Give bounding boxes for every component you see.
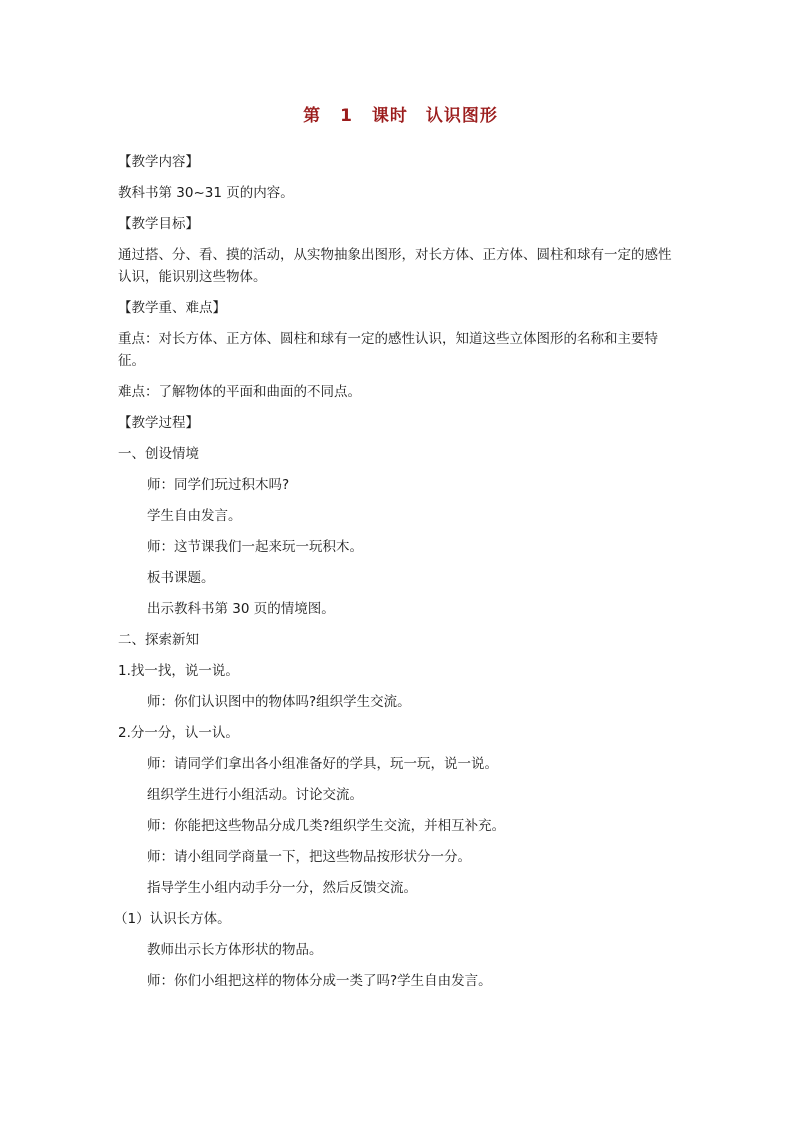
dialogue-line: 学生自由发言。: [147, 508, 242, 524]
step-sort-and-know: 2.分一分，认一认。: [118, 725, 239, 741]
paragraph-difficulty: 难点：了解物体的平面和曲面的不同点。: [118, 384, 361, 400]
step-find-and-say: 1.找一找，说一说。: [118, 663, 239, 679]
dialogue-line: 师：请小组同学商量一下，把这些物品按形状分一分。: [147, 849, 471, 865]
paragraph-content: 教科书第 30~31 页的内容。: [118, 185, 294, 201]
dialogue-line: 师：你们认识图中的物体吗?组织学生交流。: [147, 694, 411, 710]
dialogue-line: 师：你能把这些物品分成几类?组织学生交流，并相互补充。: [147, 818, 506, 834]
dialogue-line: 出示教科书第 30 页的情境图。: [147, 601, 335, 617]
dialogue-line: 指导学生小组内动手分一分，然后反馈交流。: [147, 880, 417, 896]
section-create-scenario: 一、创设情境: [118, 446, 199, 462]
heading-teaching-goals: 【教学目标】: [118, 216, 199, 232]
dialogue-line: 板书课题。: [147, 570, 215, 586]
section-explore-new: 二、探索新知: [118, 632, 199, 648]
dialogue-line: 教师出示长方体形状的物品。: [147, 942, 323, 958]
paragraph-goals: 通过搭、分、看、摸的活动，从实物抽象出图形，对长方体、正方体、圆柱和球有一定的感性认识，能识别这些物体。: [118, 247, 672, 285]
dialogue-line: 师：同学们玩过积木吗?: [147, 477, 290, 493]
dialogue-line: 师：这节课我们一起来玩一玩积木。: [147, 539, 363, 555]
heading-teaching-content: 【教学内容】: [118, 154, 199, 170]
heading-key-points: 【教学重、难点】: [118, 300, 226, 316]
heading-teaching-process: 【教学过程】: [118, 415, 199, 431]
dialogue-line: 师：你们小组把这样的物体分成一类了吗?学生自由发言。: [147, 973, 492, 989]
lesson-title: 第 1 课时 认识图形: [303, 106, 498, 126]
dialogue-line: 师：请同学们拿出各小组准备好的学具，玩一玩，说一说。: [147, 756, 498, 772]
subsection-cuboid: （1）认识长方体。: [114, 911, 231, 927]
dialogue-line: 组织学生进行小组活动。讨论交流。: [147, 787, 363, 803]
paragraph-key-point: 重点：对长方体、正方体、圆柱和球有一定的感性认识，知道这些立体图形的名称和主要特征。: [118, 331, 658, 369]
